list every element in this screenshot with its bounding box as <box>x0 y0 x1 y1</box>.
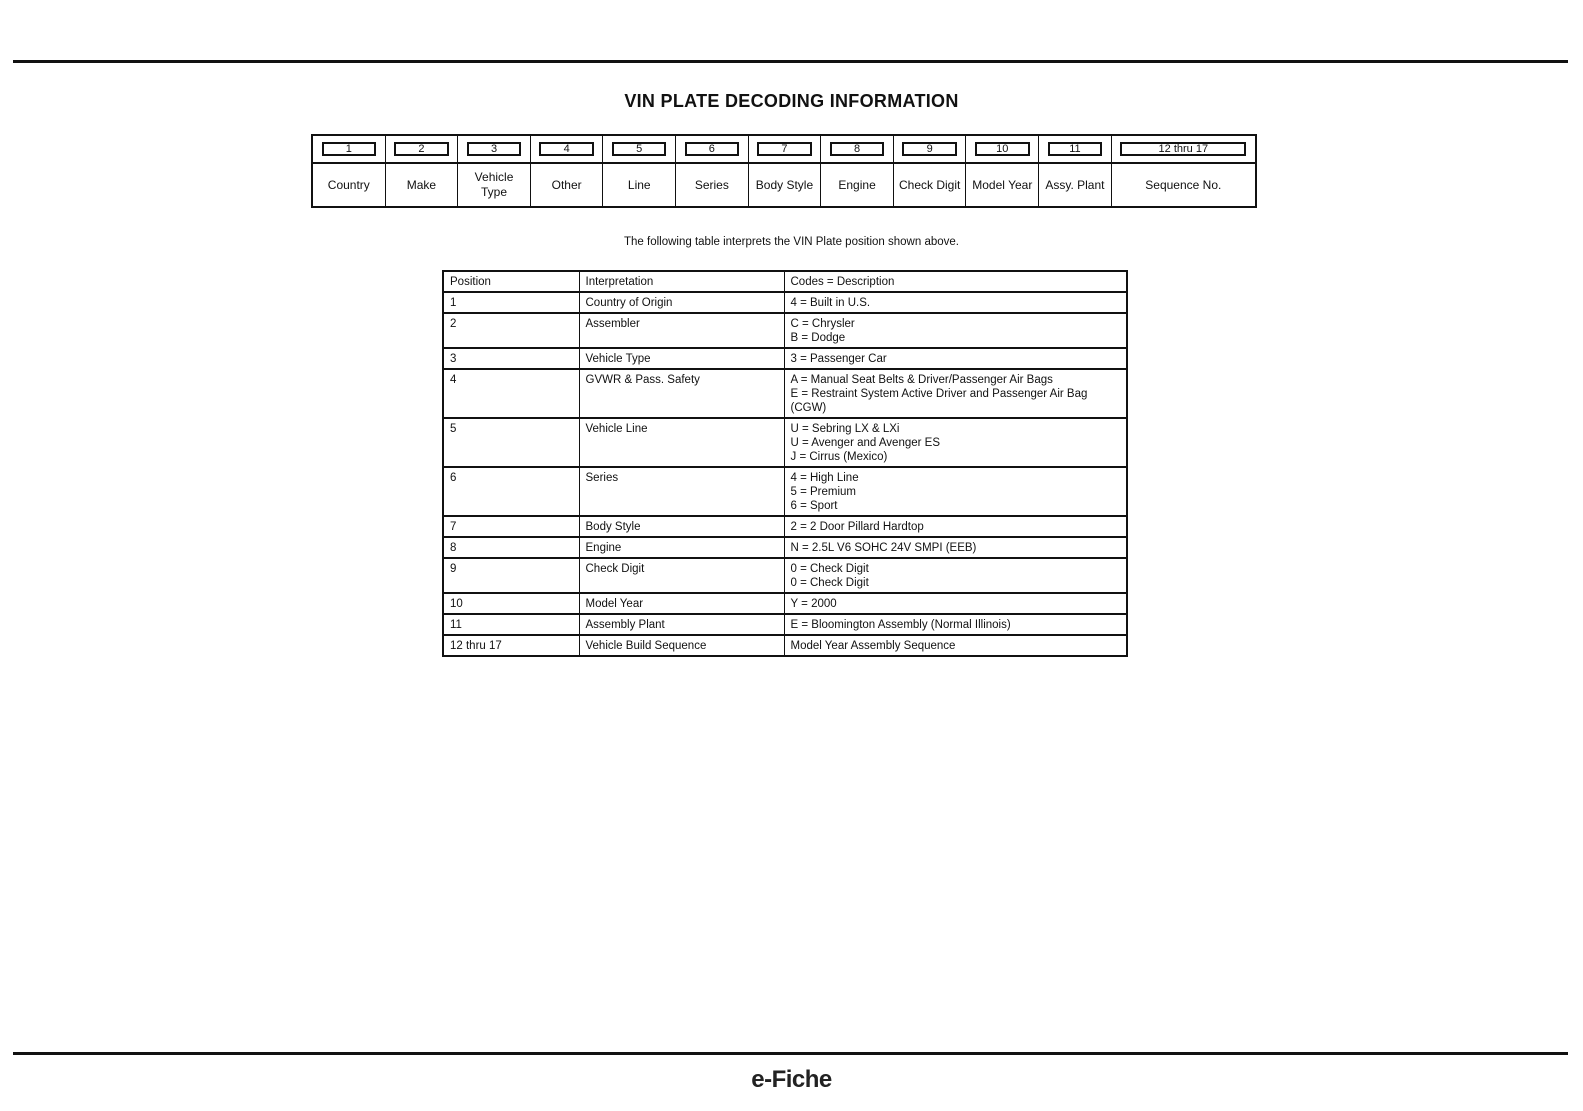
cell-interpretation: Series <box>579 467 784 516</box>
vin-position-top <box>821 136 893 164</box>
vin-position-label: Series <box>694 177 729 192</box>
cell-codes <box>784 558 1127 593</box>
code-description: J = Cirrus (Mexico) <box>790 451 888 463</box>
vin-position-top <box>676 136 748 164</box>
cell-interpretation: Body Style <box>579 516 784 537</box>
cell-interpretation: Assembler <box>579 313 784 348</box>
vin-position-cell <box>386 136 459 206</box>
code-description: U = Avenger and Avenger ES <box>790 437 941 449</box>
vin-position-label: Other <box>551 177 582 192</box>
vin-position-label: Country <box>327 177 370 192</box>
code-description: 4 = High Line <box>790 472 859 484</box>
cell-codes <box>784 635 1127 656</box>
cell-position: 12 thru 17 <box>443 635 579 656</box>
table-row <box>443 348 1127 369</box>
vin-plate-diagram <box>311 134 1257 208</box>
code-description: Y = 2000 <box>790 598 837 610</box>
cell-interpretation: Vehicle Build Sequence <box>579 635 784 656</box>
vin-position-cell <box>1039 136 1112 206</box>
cell-interpretation: Country of Origin <box>579 292 784 313</box>
cell-position: 8 <box>443 537 579 558</box>
cell-interpretation: Vehicle Type <box>579 348 784 369</box>
code-description: 0 = Check Digit <box>790 563 869 575</box>
vin-position-cell <box>966 136 1039 206</box>
vin-position-label: Vehicle Type <box>474 170 514 199</box>
vin-position-label: Assy. Plant <box>1045 177 1105 192</box>
vin-position-cell <box>1112 136 1255 206</box>
cell-interpretation: Check Digit <box>579 558 784 593</box>
code-description: N = 2.5L V6 SOHC 24V SMPI (EEB) <box>790 542 977 554</box>
vin-position-number: 1 <box>322 142 376 156</box>
vin-position-cell <box>313 136 386 206</box>
table-header-row <box>443 271 1127 292</box>
code-description: 3 = Passenger Car <box>790 353 887 365</box>
cell-codes <box>784 369 1127 418</box>
table-row <box>443 537 1127 558</box>
cell-codes <box>784 516 1127 537</box>
header-interpretation: Interpretation <box>579 271 784 292</box>
cell-codes <box>784 467 1127 516</box>
vin-position-top <box>894 136 966 164</box>
vin-position-label: Sequence No. <box>1145 177 1222 192</box>
code-description: E = Bloomington Assembly (Normal Illinois) <box>790 619 1011 631</box>
cell-interpretation: GVWR & Pass. Safety <box>579 369 784 418</box>
top-rule <box>13 60 1568 63</box>
cell-position: 7 <box>443 516 579 537</box>
cell-codes <box>784 537 1127 558</box>
cell-interpretation: Assembly Plant <box>579 614 784 635</box>
vin-position-top <box>749 136 821 164</box>
vin-position-cell <box>458 136 531 206</box>
cell-interpretation: Engine <box>579 537 784 558</box>
page-title: VIN PLATE DECODING INFORMATION <box>624 91 959 111</box>
vin-position-number: 5 <box>612 142 666 156</box>
table-row <box>443 635 1127 656</box>
table-row <box>443 292 1127 313</box>
cell-position: 3 <box>443 348 579 369</box>
vin-position-number: 9 <box>902 142 956 156</box>
code-description: C = Chrysler <box>790 318 855 330</box>
vin-position-cell <box>531 136 604 206</box>
table-row <box>443 516 1127 537</box>
cell-codes <box>784 593 1127 614</box>
vin-position-top <box>531 136 603 164</box>
code-description: 2 = 2 Door Pillard Hardtop <box>790 521 924 533</box>
vin-position-label: Body Style <box>755 177 814 192</box>
vin-position-cell <box>603 136 676 206</box>
vin-position-number: 4 <box>539 142 593 156</box>
cell-position: 9 <box>443 558 579 593</box>
vin-position-number: 3 <box>467 142 521 156</box>
vin-decode-table <box>442 270 1128 657</box>
cell-codes <box>784 614 1127 635</box>
vin-position-top <box>966 136 1038 164</box>
header-codes: Codes = Description <box>784 271 1127 292</box>
cell-position: 6 <box>443 467 579 516</box>
cell-codes <box>784 313 1127 348</box>
vin-position-label: Engine <box>838 177 876 192</box>
code-description: Model Year Assembly Sequence <box>790 640 956 652</box>
table-row <box>443 593 1127 614</box>
code-description: U = Sebring LX & LXi <box>790 423 900 435</box>
cell-interpretation: Vehicle Line <box>579 418 784 467</box>
table-row <box>443 558 1127 593</box>
vin-position-label: Model Year <box>972 177 1033 192</box>
table-row <box>443 614 1127 635</box>
cell-codes <box>784 348 1127 369</box>
bottom-rule <box>13 1052 1568 1055</box>
cell-position: 11 <box>443 614 579 635</box>
code-description: 4 = Built in U.S. <box>790 297 871 309</box>
vin-position-number: 7 <box>757 142 811 156</box>
cell-codes <box>784 418 1127 467</box>
vin-position-top <box>458 136 530 164</box>
vin-position-number: 12 thru 17 <box>1120 142 1246 156</box>
vin-position-label: Line <box>627 177 651 192</box>
cell-interpretation: Model Year <box>579 593 784 614</box>
table-caption: The following table interprets the VIN Plate position shown above. <box>624 236 959 248</box>
table-row <box>443 467 1127 516</box>
code-description: 6 = Sport <box>790 500 838 512</box>
cell-position: 10 <box>443 593 579 614</box>
vin-position-cell <box>821 136 894 206</box>
vin-position-number: 2 <box>394 142 448 156</box>
vin-position-number: 8 <box>830 142 884 156</box>
vin-position-cell <box>894 136 967 206</box>
code-description: 5 = Premium <box>790 486 857 498</box>
vin-position-label: Make <box>406 177 437 192</box>
header-position: Position <box>443 271 579 292</box>
efiche-logo: e-Fiche <box>751 1066 832 1093</box>
vin-position-top <box>386 136 458 164</box>
cell-position: 1 <box>443 292 579 313</box>
code-description: A = Manual Seat Belts & Driver/Passenger Air Bags <box>790 374 1053 386</box>
vin-position-number: 6 <box>685 142 739 156</box>
table-row <box>443 369 1127 418</box>
table-row <box>443 418 1127 467</box>
vin-position-cell <box>676 136 749 206</box>
cell-codes <box>784 292 1127 313</box>
vin-position-label: Check Digit <box>899 177 961 192</box>
vin-position-cell <box>749 136 822 206</box>
table-row <box>443 313 1127 348</box>
vin-position-top <box>1112 136 1255 164</box>
code-description: 0 = Check Digit <box>790 577 869 589</box>
cell-position: 4 <box>443 369 579 418</box>
code-description: E = Restraint System Active Driver and Passenger Air Bag (CGW) <box>790 388 1088 414</box>
vin-position-top <box>313 136 385 164</box>
vin-position-number: 11 <box>1048 142 1102 156</box>
code-description: B = Dodge <box>790 332 846 344</box>
vin-position-number: 10 <box>975 142 1029 156</box>
cell-position: 2 <box>443 313 579 348</box>
cell-position: 5 <box>443 418 579 467</box>
vin-position-top <box>603 136 675 164</box>
vin-position-top <box>1039 136 1111 164</box>
